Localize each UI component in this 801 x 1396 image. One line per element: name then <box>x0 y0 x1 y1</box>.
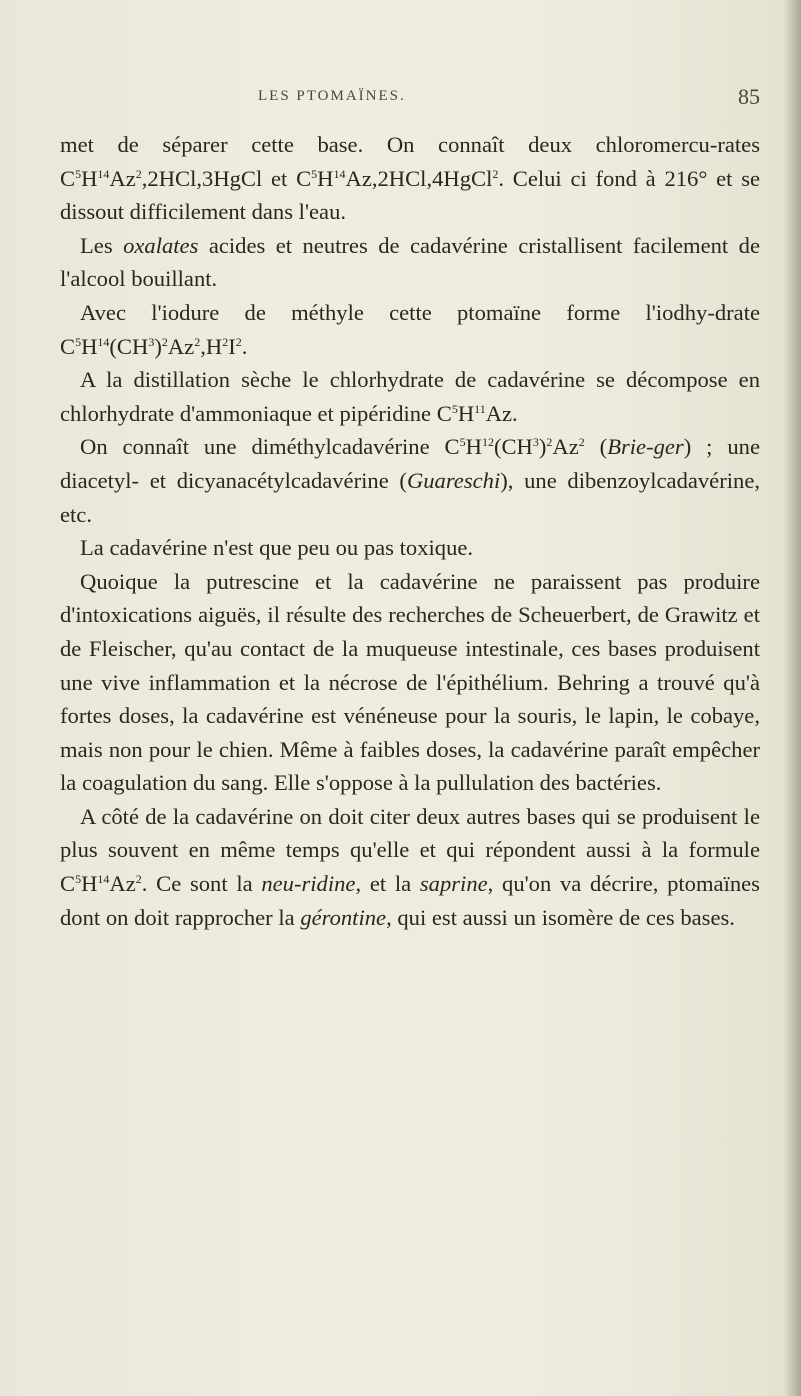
text-run: ) <box>538 434 547 460</box>
superscript: 5 <box>75 334 82 349</box>
paragraph <box>60 800 760 934</box>
text-run: Az <box>552 434 579 460</box>
text-run: H <box>81 871 98 897</box>
italic-term: saprine <box>419 871 488 897</box>
text-run: (CH <box>493 434 533 460</box>
superscript: 2 <box>161 334 168 349</box>
text-run: A la distillation sèche le chlorhydrate de cadavérine se décompose en chlorhydrate d'ammoniaque et pipéridine C <box>60 367 760 426</box>
text-run: Az <box>109 165 136 191</box>
superscript: 2 <box>578 435 585 450</box>
text-run: A côté de la cadavérine on doit citer deux autres bases qui se produisent le plus souvent en même temps qu'elle et qui répondent aussi à la formule C <box>60 803 760 897</box>
text-run: ) <box>154 333 162 359</box>
text-run: H <box>81 165 98 191</box>
page-number: 85 <box>738 84 760 109</box>
italic-term: oxalates <box>123 232 199 258</box>
superscript: 14 <box>97 166 110 181</box>
text-run: Quoique la putrescine et la cadavérine ne paraissent pas produire d'intoxications aiguës, il résulte des recherches de Scheuerbert, de Grawitz et de Fleischer, qu'au contact de la muqueuse intestinale, ces bases produisent une vive inflammation et la nécrose de l'épithélium. Behring a trouvé qu'à fortes doses, la cadavérine est vénéneuse pour la souris, le lapin, le cobaye, mais non pour le chien. Même à faibles doses, la cadavérine paraît empêcher la coagulation du sang. Elle s'oppose à la pullulation des bactéries. <box>60 568 760 796</box>
text-run: La cadavérine n'est que peu ou pas toxique. <box>80 535 474 561</box>
text-run: , qui est aussi un isomère de ces bases. <box>386 904 735 930</box>
text-run: . <box>241 333 248 359</box>
superscript: 2 <box>546 435 553 450</box>
page-edge-shadow <box>783 0 801 1396</box>
superscript: 2 <box>235 334 242 349</box>
superscript: 2 <box>194 334 201 349</box>
text-run: H <box>457 400 475 426</box>
superscript: 5 <box>311 166 318 181</box>
text-run: Les <box>80 232 124 258</box>
text-run: (CH <box>109 333 149 359</box>
text-run: Az <box>109 871 136 897</box>
text-run: , qu'on va décrire, ptomaïnes dont on doit rapprocher la <box>60 871 760 930</box>
text-run: Avec l'iodure de méthyle cette ptomaïne forme l'iodhy-drate C <box>60 299 760 359</box>
italic-term: gérontine <box>300 904 387 930</box>
paragraph <box>60 128 760 229</box>
superscript: 14 <box>333 166 346 181</box>
text-run: . Celui ci fond à 216° et se dissout difficilement dans l'eau. <box>60 165 761 225</box>
italic-term: neu-ridine <box>261 871 356 897</box>
superscript: 5 <box>75 166 82 181</box>
text-run: ,H <box>200 333 223 359</box>
paragraph <box>60 296 760 363</box>
text-run: H <box>81 333 98 359</box>
page-header <box>0 84 801 114</box>
text-run: . Ce sont la <box>141 871 262 897</box>
running-title: LES PTOMAÏNES. <box>258 88 406 104</box>
text-run: ,2HCl,3HgCl et C <box>141 165 312 191</box>
superscript: 12 <box>481 435 494 450</box>
superscript: 5 <box>459 435 466 450</box>
text-run: ) ; une diacetyl- et dicyanacétylcadavérine ( <box>60 434 760 493</box>
superscript: 14 <box>97 872 110 887</box>
text-run: Az. <box>485 400 518 426</box>
paragraph <box>60 229 760 296</box>
italic-term: Brie-ger <box>607 434 684 460</box>
text-run: met de séparer cette base. On connaît deux chloromercu-rates C <box>60 132 760 191</box>
superscript: 11 <box>474 401 486 416</box>
text-run: H <box>465 434 482 460</box>
superscript: 2 <box>135 166 142 181</box>
text-run: ( <box>584 434 608 460</box>
text-run: ), une dibenzoylcadavérine, etc. <box>60 467 760 527</box>
paragraph <box>60 565 760 800</box>
text-run: , et la <box>355 871 420 897</box>
superscript: 14 <box>97 334 110 349</box>
text-run: H <box>317 165 334 191</box>
superscript: 3 <box>148 334 155 349</box>
superscript: 5 <box>75 872 82 887</box>
superscript: 2 <box>492 166 499 181</box>
body-text <box>60 128 760 934</box>
paragraph <box>60 531 760 565</box>
italic-term: Guareschi <box>406 467 501 493</box>
superscript: 2 <box>222 334 229 349</box>
text-run: Az,2HCl,4HgCl <box>345 165 493 191</box>
text-run: I <box>228 333 236 359</box>
text-run: Az <box>167 333 195 359</box>
text-run: acides et neutres de cadavérine cristallisent facilement de l'alcool bouillant. <box>60 232 760 292</box>
superscript: 3 <box>532 435 539 450</box>
superscript: 5 <box>451 401 458 416</box>
text-run: On connaît une diméthylcadavérine C <box>80 434 460 460</box>
paragraph <box>60 363 760 430</box>
superscript: 2 <box>135 872 142 887</box>
paragraph <box>60 430 760 531</box>
